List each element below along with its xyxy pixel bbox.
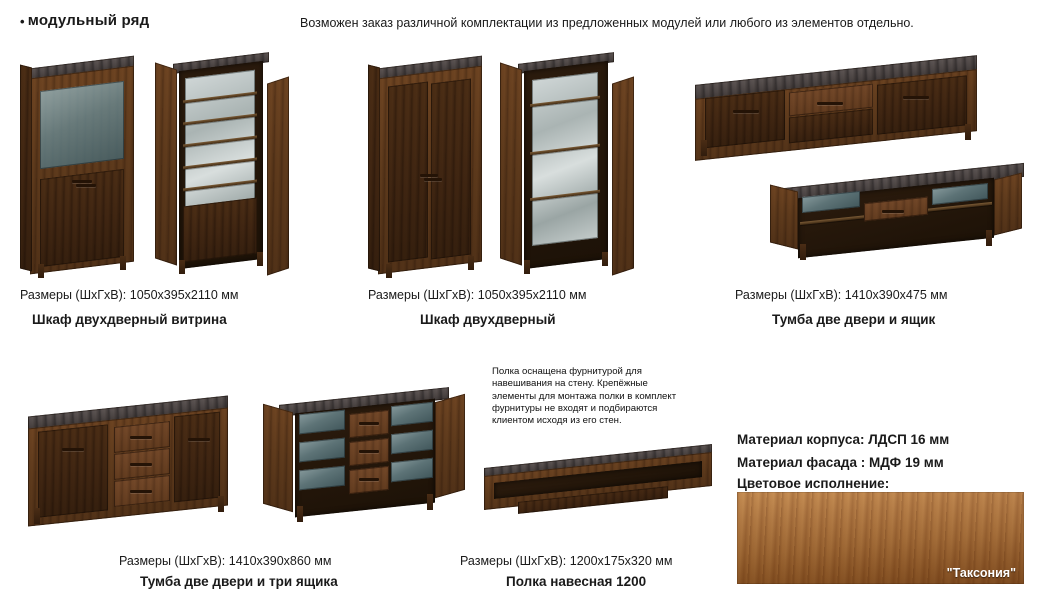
product-5-size: Размеры (ШхГхВ): 1200х175х320 мм: [460, 554, 673, 568]
figure-showcase-cabinet-closed: [20, 58, 140, 283]
product-3-size: Размеры (ШхГхВ): 1410х390х475 мм: [735, 288, 948, 302]
product-1-name: Шкаф двухдверный витрина: [32, 312, 227, 327]
product-3-name: Тумба две двери и ящик: [772, 312, 936, 327]
figure-wardrobe-open: [500, 52, 640, 287]
product-2-name: Шкаф двухдверный: [420, 312, 556, 327]
product-2-size: Размеры (ШхГхВ): 1050х395х2110 мм: [368, 288, 587, 302]
figure-sideboard-open: [255, 390, 470, 540]
shelf-mounting-note: Полка оснащена фурнитурой для навешивания на стену. Крепёжные элементы для монтажа полки в комплект фурнитуры не входят и подбираются клиентом исходя из его стен.: [492, 366, 677, 427]
color-title: Цветовое исполнение:: [737, 476, 890, 491]
figure-sideboard-closed: [18, 402, 238, 542]
figure-showcase-cabinet-open: [155, 52, 295, 287]
figure-tv-unit-closed: [683, 66, 983, 176]
color-swatch-label: "Таксония": [946, 566, 1016, 580]
product-4-name: Тумба две двери и три ящика: [140, 574, 338, 589]
figure-tv-unit-open: [760, 172, 1040, 282]
figure-wall-shelf: [472, 452, 722, 534]
header-note: Возможен заказ различной комплектации из предложенных модулей или любого из элементов отдельно.: [300, 16, 914, 30]
material-facade: Материал фасада : МДФ 19 мм: [737, 455, 944, 470]
page-title: [20, 12, 149, 29]
product-1-size: Размеры (ШхГхВ): 1050х395х2110 мм: [20, 288, 239, 302]
figure-wardrobe-closed: [368, 58, 488, 283]
bullet-icon: •: [20, 13, 25, 29]
product-5-name: Полка навесная 1200: [506, 574, 647, 589]
material-body: Материал корпуса: ЛДСП 16 мм: [737, 432, 950, 447]
page-title-text: модульный ряд: [27, 12, 150, 29]
color-swatch: [737, 492, 1024, 584]
product-4-size: Размеры (ШхГхВ): 1410х390х860 мм: [119, 554, 332, 568]
